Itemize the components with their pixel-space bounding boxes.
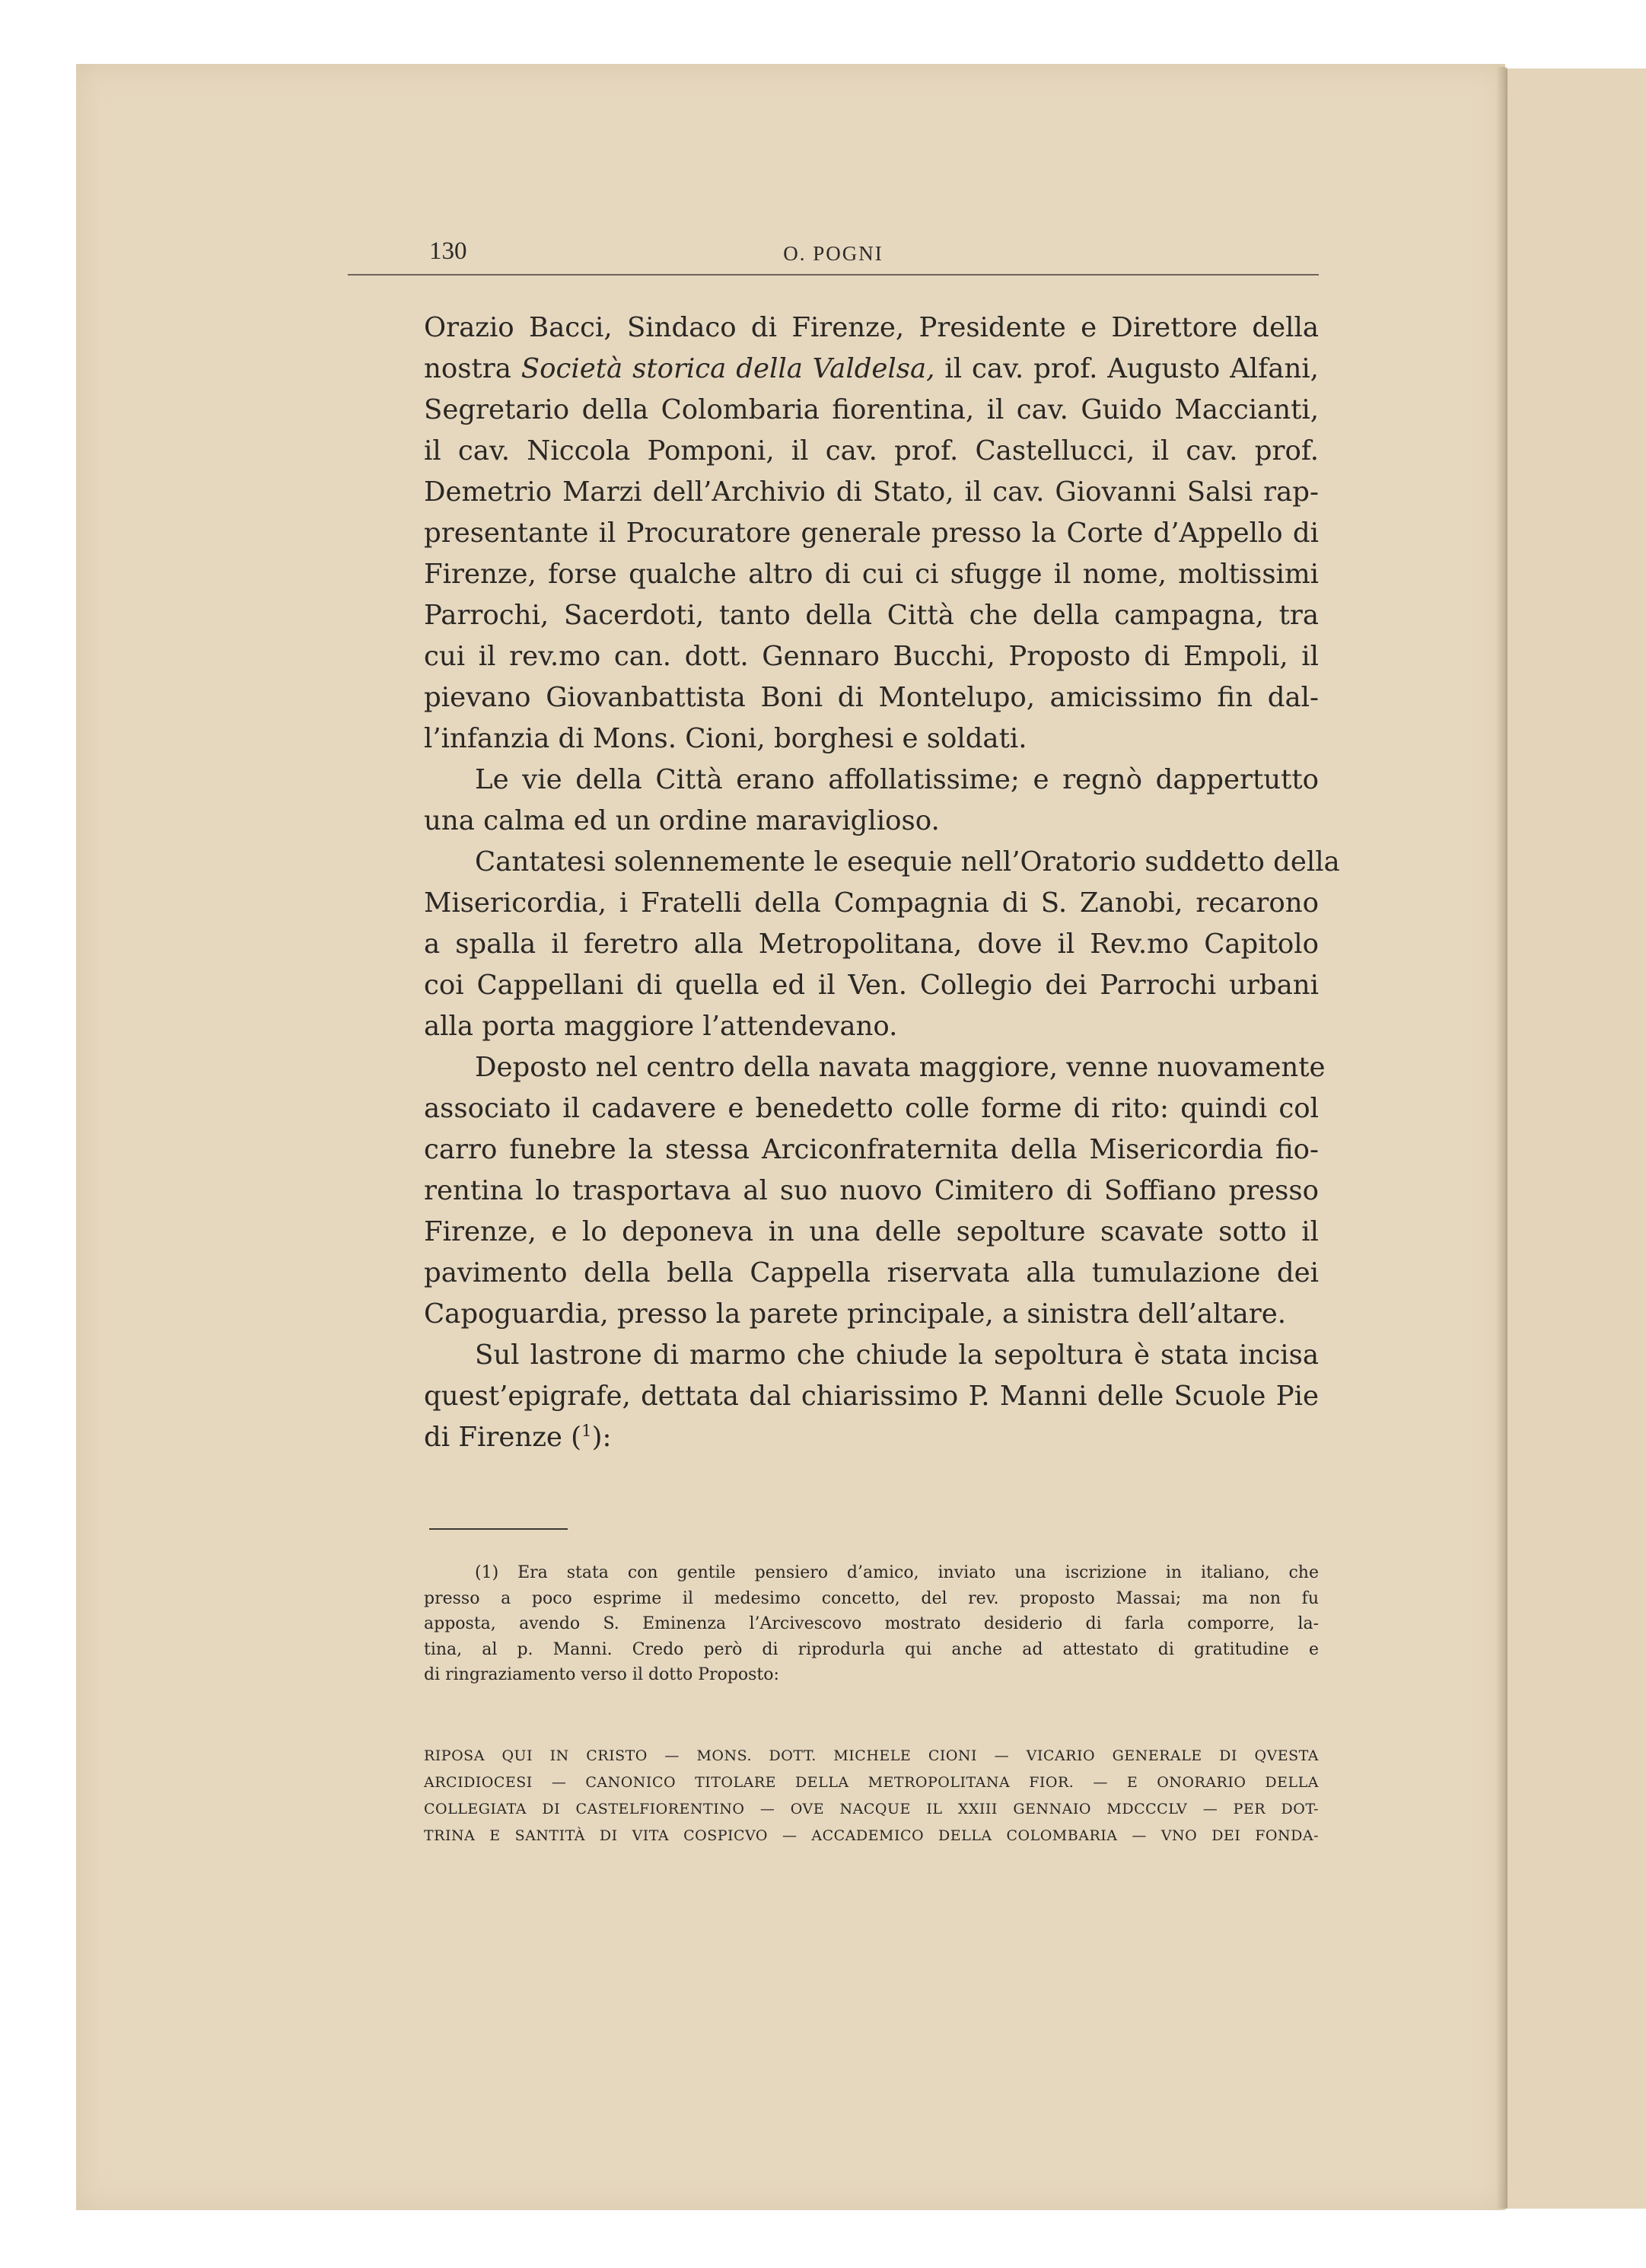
epigraph-line: TRINA E SANTITÀ DI VITA COSPICVO — ACCADEMICO DELLA COLOMBARIA — VNO DEI FONDA- (424, 1827, 1319, 1844)
body-text (424, 307, 1340, 1458)
journal-title: Società storica della Valdelsa, (521, 353, 935, 384)
text-line: cui il rev.mo can. dott. Gennaro Bucchi, Proposto di Empoli, il (424, 641, 1319, 672)
text-line: Sul lastrone di marmo che chiude la sepoltura è stata incisa (475, 1339, 1319, 1371)
paragraph-1 (424, 307, 1319, 760)
epigraph-block (424, 1743, 1319, 1849)
text-line: Segretario della Colombaria fiorentina, il cav. Guido Maccianti, (424, 394, 1319, 425)
epigraph-line: RIPOSA QUI IN CRISTO — MONS. DOTT. MICHELE CIONI — VICARIO GENERALE DI QVESTA (424, 1747, 1319, 1764)
running-head: O. POGNI (783, 242, 883, 265)
paragraph-3 (424, 842, 1340, 1047)
footnote-line: presso a poco esprime il medesimo concetto, del rev. proposto Massai; ma non fu (424, 1588, 1319, 1608)
footnote-line: tina, al p. Manni. Credo però di riprodurla qui anche ad attestato di gratitudine e (424, 1639, 1319, 1659)
footnote-ref: 1 (581, 1422, 592, 1441)
footnote (424, 1560, 1319, 1688)
paragraph-5 (424, 1335, 1319, 1458)
footnote-line: (1) Era stata con gentile pensiero d’amico, inviato una iscrizione in italiano, che (475, 1563, 1319, 1582)
next-page-edge (1505, 68, 1646, 2209)
footnote-rule (429, 1528, 568, 1530)
text-line: l’infanzia di Mons. Cioni, borghesi e soldati. (424, 723, 1027, 754)
page-header (348, 228, 1319, 276)
text-line: pavimento della bella Cappella riservata alla tumulazione dei (424, 1257, 1319, 1288)
text-line: carro funebre la stessa Arciconfraternita della Misericordia fio- (424, 1134, 1319, 1165)
text-line: il cav. Niccola Pomponi, il cav. prof. Castellucci, il cav. prof. (424, 435, 1319, 467)
footnote-line: apposta, avendo S. Eminenza l’Arcivescovo mostrato desiderio di farla comporre, la- (424, 1614, 1319, 1633)
text-line: Deposto nel centro della navata maggiore, venne nuovamente (475, 1052, 1326, 1083)
paragraph-2 (424, 760, 1319, 842)
text-line: pievano Giovanbattista Boni di Montelupo, amicissimo fin dal- (424, 682, 1319, 713)
page-number: 130 (429, 237, 467, 265)
text-line: Misericordia, i Fratelli della Compagnia di S. Zanobi, recarono (424, 887, 1319, 919)
text-line: associato il cadavere e benedetto colle forme di rito: quindi col (424, 1093, 1319, 1124)
epigraph-line: ARCIDIOCESI — CANONICO TITOLARE DELLA METROPOLITANA FIOR. — E ONORARIO DELLA (424, 1774, 1319, 1791)
text-line: quest’epigrafe, dettata dal chiarissimo P. Manni delle Scuole Pie (424, 1381, 1319, 1412)
text-line: Firenze, forse qualche altro di cui ci sfugge il nome, moltissimi (424, 559, 1319, 590)
text-line: rentina lo trasportava al suo nuovo Cimitero di Soffiano presso (424, 1175, 1319, 1206)
text-line: una calma ed un ordine maraviglioso. (424, 805, 940, 836)
paragraph-4 (424, 1047, 1326, 1335)
text-line: Capoguardia, presso la parete principale, a sinistra dell’altare. (424, 1298, 1287, 1330)
text-line: Firenze, e lo deponeva in una delle sepolture scavate sotto il (424, 1216, 1319, 1247)
text-line: Orazio Bacci, Sindaco di Firenze, Presidente e Direttore della (424, 312, 1319, 343)
text-line: Cantatesi solennemente le esequie nell’Oratorio suddetto della (475, 846, 1340, 878)
epigraph-line: COLLEGIATA DI CASTELFIORENTINO — OVE NACQUE IL XXIII GENNAIO MDCCCLV — PER DOT- (424, 1801, 1319, 1817)
text-line: nostra Società storica della Valdelsa, il cav. prof. Augusto Alfani, (424, 353, 1319, 384)
text-line: di Firenze ($^1$): (424, 1422, 612, 1453)
text-line: Le vie della Città erano affollatissime; e regnò dappertutto (475, 764, 1319, 795)
text-line: a spalla il feretro alla Metropolitana, dove il Rev.mo Capitolo (424, 929, 1319, 960)
text-line: presentante il Procuratore generale presso la Corte d’Appello di (424, 518, 1319, 549)
footnote-line: di ringraziamento verso il dotto Proposto: (424, 1665, 779, 1684)
text-line: Parrochi, Sacerdoti, tanto della Città che della campagna, tra (424, 600, 1319, 631)
text-line: coi Cappellani di quella ed il Ven. Collegio dei Parrochi urbani (424, 970, 1319, 1001)
text-line: alla porta maggiore l’attendevano. (424, 1011, 898, 1042)
text-line: Demetrio Marzi dell’Archivio di Stato, il cav. Giovanni Salsi rap- (424, 476, 1319, 508)
